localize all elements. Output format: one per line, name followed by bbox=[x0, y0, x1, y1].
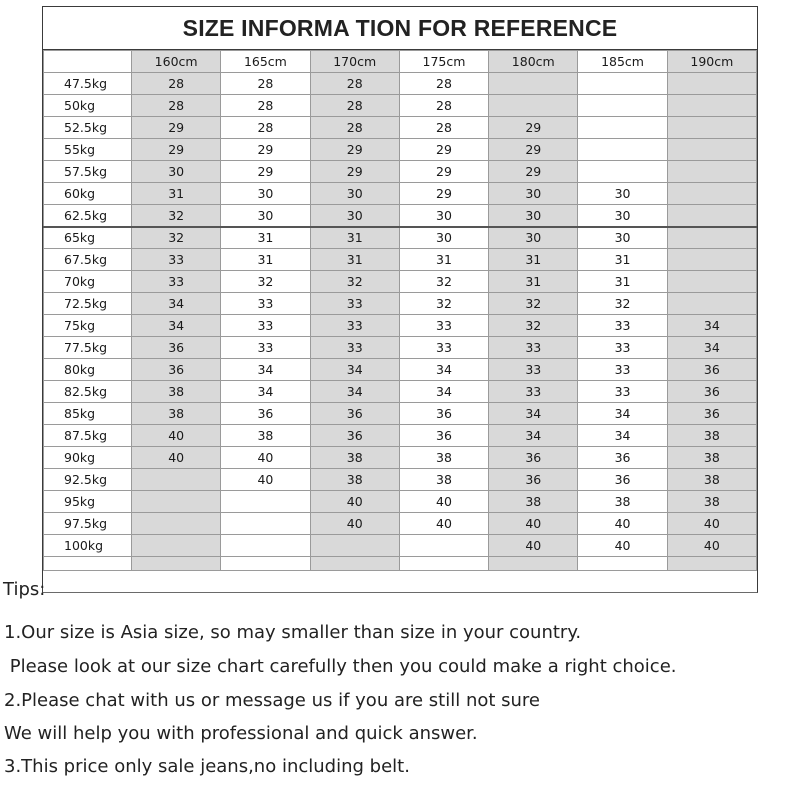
size-cell: 33 bbox=[399, 315, 488, 337]
size-cell: 32 bbox=[578, 293, 667, 315]
table-row bbox=[44, 381, 757, 403]
size-cell: 32 bbox=[489, 315, 578, 337]
spacer-row bbox=[44, 557, 757, 571]
size-cell: 34 bbox=[489, 403, 578, 425]
size-cell: 38 bbox=[578, 491, 667, 513]
tips-label: Tips: bbox=[3, 579, 46, 600]
size-cell bbox=[489, 95, 578, 117]
size-cell: 31 bbox=[489, 249, 578, 271]
size-cell: 30 bbox=[489, 227, 578, 249]
size-cell: 38 bbox=[132, 381, 221, 403]
size-cell: 29 bbox=[399, 139, 488, 161]
size-cell: 34 bbox=[399, 381, 488, 403]
table-row bbox=[44, 73, 757, 95]
size-cell: 33 bbox=[310, 293, 399, 315]
weight-label: 55kg bbox=[44, 139, 132, 161]
table-row bbox=[44, 359, 757, 381]
table-row bbox=[44, 535, 757, 557]
size-cell: 28 bbox=[221, 73, 310, 95]
size-cell: 31 bbox=[399, 249, 488, 271]
size-cell: 38 bbox=[667, 469, 756, 491]
size-cell: 28 bbox=[310, 117, 399, 139]
size-cell: 34 bbox=[132, 293, 221, 315]
size-cell: 36 bbox=[489, 447, 578, 469]
size-cell: 40 bbox=[578, 535, 667, 557]
table-row bbox=[44, 403, 757, 425]
height-header-180cm: 180cm bbox=[489, 51, 578, 73]
tip-line-4: We will help you with professional and quick answer. bbox=[4, 723, 478, 744]
size-cell: 34 bbox=[399, 359, 488, 381]
spacer-cell bbox=[489, 557, 578, 571]
size-cell: 30 bbox=[310, 205, 399, 227]
table-row bbox=[44, 337, 757, 359]
tip-line-1: 1.Our size is Asia size, so may smaller than size in your country. bbox=[4, 622, 582, 643]
table-row bbox=[44, 161, 757, 183]
size-cell: 40 bbox=[132, 447, 221, 469]
weight-label: 75kg bbox=[44, 315, 132, 337]
size-cell: 33 bbox=[310, 315, 399, 337]
weight-label: 52.5kg bbox=[44, 117, 132, 139]
size-cell: 38 bbox=[667, 491, 756, 513]
size-cell: 30 bbox=[132, 161, 221, 183]
size-cell: 34 bbox=[310, 381, 399, 403]
size-cell bbox=[667, 183, 756, 205]
size-cell: 40 bbox=[667, 513, 756, 535]
size-cell bbox=[667, 117, 756, 139]
size-cell: 33 bbox=[578, 315, 667, 337]
size-cell: 30 bbox=[399, 205, 488, 227]
table-row bbox=[44, 315, 757, 337]
size-cell bbox=[221, 535, 310, 557]
size-cell: 40 bbox=[310, 491, 399, 513]
size-cell bbox=[578, 95, 667, 117]
spacer-cell bbox=[399, 557, 488, 571]
size-cell: 34 bbox=[132, 315, 221, 337]
table-row bbox=[44, 117, 757, 139]
table-row bbox=[44, 513, 757, 535]
size-cell: 40 bbox=[399, 513, 488, 535]
table-row bbox=[44, 447, 757, 469]
tip-line-5: 3.This price only sale jeans,no including belt. bbox=[4, 756, 410, 777]
size-cell: 28 bbox=[132, 73, 221, 95]
size-cell: 36 bbox=[221, 403, 310, 425]
size-cell: 33 bbox=[399, 337, 488, 359]
size-cell: 29 bbox=[221, 139, 310, 161]
size-cell: 28 bbox=[399, 73, 488, 95]
size-cell: 29 bbox=[310, 161, 399, 183]
corner-cell bbox=[44, 51, 132, 73]
size-cell: 34 bbox=[578, 403, 667, 425]
size-cell bbox=[578, 117, 667, 139]
size-cell: 38 bbox=[132, 403, 221, 425]
size-cell: 33 bbox=[489, 337, 578, 359]
size-cell: 36 bbox=[578, 469, 667, 491]
size-cell bbox=[667, 293, 756, 315]
size-cell: 30 bbox=[489, 183, 578, 205]
spacer-cell bbox=[132, 557, 221, 571]
size-cell: 29 bbox=[399, 183, 488, 205]
size-cell: 32 bbox=[310, 271, 399, 293]
size-cell: 30 bbox=[221, 205, 310, 227]
size-cell: 38 bbox=[221, 425, 310, 447]
size-cell: 33 bbox=[221, 293, 310, 315]
table-row bbox=[44, 183, 757, 205]
table-row bbox=[44, 249, 757, 271]
size-cell: 38 bbox=[667, 447, 756, 469]
size-cell bbox=[578, 161, 667, 183]
size-cell: 40 bbox=[399, 491, 488, 513]
size-cell bbox=[489, 73, 578, 95]
weight-label: 72.5kg bbox=[44, 293, 132, 315]
size-cell: 28 bbox=[221, 95, 310, 117]
size-cell bbox=[667, 205, 756, 227]
weight-label: 95kg bbox=[44, 491, 132, 513]
size-cell: 33 bbox=[489, 359, 578, 381]
size-cell: 34 bbox=[578, 425, 667, 447]
weight-label: 90kg bbox=[44, 447, 132, 469]
size-cell bbox=[578, 73, 667, 95]
weight-label: 60kg bbox=[44, 183, 132, 205]
spacer-cell bbox=[310, 557, 399, 571]
size-cell: 29 bbox=[221, 161, 310, 183]
size-cell bbox=[132, 491, 221, 513]
size-cell: 36 bbox=[578, 447, 667, 469]
size-cell: 34 bbox=[667, 337, 756, 359]
height-header-185cm: 185cm bbox=[578, 51, 667, 73]
size-cell: 31 bbox=[310, 249, 399, 271]
weight-label: 62.5kg bbox=[44, 205, 132, 227]
size-cell: 36 bbox=[489, 469, 578, 491]
tip-line-2: Please look at our size chart carefully then you could make a right choice. bbox=[4, 656, 677, 677]
table-row bbox=[44, 293, 757, 315]
size-cell: 33 bbox=[578, 337, 667, 359]
size-cell: 30 bbox=[578, 183, 667, 205]
size-cell: 36 bbox=[310, 425, 399, 447]
size-cell bbox=[221, 491, 310, 513]
weight-label: 82.5kg bbox=[44, 381, 132, 403]
size-cell: 31 bbox=[578, 271, 667, 293]
size-cell: 30 bbox=[578, 227, 667, 249]
table-row bbox=[44, 227, 757, 249]
size-cell: 29 bbox=[489, 139, 578, 161]
spacer-cell bbox=[44, 557, 132, 571]
size-cell bbox=[667, 249, 756, 271]
size-cell: 36 bbox=[399, 403, 488, 425]
size-cell bbox=[667, 95, 756, 117]
size-cell bbox=[132, 469, 221, 491]
size-cell bbox=[667, 227, 756, 249]
size-cell bbox=[399, 535, 488, 557]
size-cell: 40 bbox=[489, 513, 578, 535]
size-cell: 32 bbox=[221, 271, 310, 293]
size-cell: 28 bbox=[399, 117, 488, 139]
size-table bbox=[43, 50, 757, 571]
size-cell: 31 bbox=[221, 227, 310, 249]
size-cell: 30 bbox=[221, 183, 310, 205]
spacer-cell bbox=[221, 557, 310, 571]
height-header-175cm: 175cm bbox=[399, 51, 488, 73]
size-cell bbox=[132, 513, 221, 535]
size-cell: 30 bbox=[578, 205, 667, 227]
height-header-190cm: 190cm bbox=[667, 51, 756, 73]
height-header-165cm: 165cm bbox=[221, 51, 310, 73]
weight-label: 47.5kg bbox=[44, 73, 132, 95]
size-cell: 40 bbox=[489, 535, 578, 557]
size-cell: 33 bbox=[132, 249, 221, 271]
size-cell: 38 bbox=[399, 447, 488, 469]
weight-label: 77.5kg bbox=[44, 337, 132, 359]
size-cell: 36 bbox=[667, 359, 756, 381]
table-row bbox=[44, 139, 757, 161]
size-cell: 28 bbox=[399, 95, 488, 117]
size-cell: 40 bbox=[667, 535, 756, 557]
height-header-170cm: 170cm bbox=[310, 51, 399, 73]
table-row bbox=[44, 425, 757, 447]
height-header-160cm: 160cm bbox=[132, 51, 221, 73]
size-cell: 33 bbox=[578, 381, 667, 403]
size-cell: 31 bbox=[221, 249, 310, 271]
size-cell: 29 bbox=[489, 117, 578, 139]
size-cell: 29 bbox=[132, 117, 221, 139]
size-cell: 32 bbox=[132, 227, 221, 249]
weight-label: 100kg bbox=[44, 535, 132, 557]
weight-label: 57.5kg bbox=[44, 161, 132, 183]
size-cell: 36 bbox=[132, 359, 221, 381]
size-cell: 30 bbox=[310, 183, 399, 205]
size-cell: 31 bbox=[578, 249, 667, 271]
size-cell: 28 bbox=[221, 117, 310, 139]
table-row bbox=[44, 469, 757, 491]
size-cell: 33 bbox=[578, 359, 667, 381]
size-cell: 29 bbox=[132, 139, 221, 161]
weight-label: 80kg bbox=[44, 359, 132, 381]
weight-label: 70kg bbox=[44, 271, 132, 293]
size-cell: 33 bbox=[221, 337, 310, 359]
size-cell: 40 bbox=[221, 469, 310, 491]
weight-label: 87.5kg bbox=[44, 425, 132, 447]
size-cell: 33 bbox=[310, 337, 399, 359]
weight-label: 50kg bbox=[44, 95, 132, 117]
size-cell: 31 bbox=[132, 183, 221, 205]
size-cell: 30 bbox=[489, 205, 578, 227]
table-row bbox=[44, 95, 757, 117]
size-cell: 31 bbox=[489, 271, 578, 293]
size-cell: 32 bbox=[399, 271, 488, 293]
weight-label: 85kg bbox=[44, 403, 132, 425]
size-cell: 29 bbox=[399, 161, 488, 183]
size-cell: 40 bbox=[132, 425, 221, 447]
size-cell: 34 bbox=[667, 315, 756, 337]
size-cell: 29 bbox=[310, 139, 399, 161]
tip-line-3: 2.Please chat with us or message us if you are still not sure bbox=[4, 690, 541, 711]
size-cell: 34 bbox=[221, 359, 310, 381]
size-cell: 38 bbox=[489, 491, 578, 513]
size-cell: 28 bbox=[132, 95, 221, 117]
chart-title: SIZE INFORMA TION FOR REFERENCE bbox=[43, 7, 757, 50]
size-cell bbox=[310, 535, 399, 557]
table-row bbox=[44, 491, 757, 513]
size-cell: 38 bbox=[310, 469, 399, 491]
size-cell: 32 bbox=[132, 205, 221, 227]
size-cell: 33 bbox=[489, 381, 578, 403]
size-cell: 28 bbox=[310, 95, 399, 117]
weight-label: 92.5kg bbox=[44, 469, 132, 491]
size-cell: 32 bbox=[489, 293, 578, 315]
size-cell bbox=[667, 73, 756, 95]
spacer-cell bbox=[578, 557, 667, 571]
size-cell: 34 bbox=[310, 359, 399, 381]
size-cell: 34 bbox=[489, 425, 578, 447]
size-cell: 36 bbox=[310, 403, 399, 425]
size-cell bbox=[221, 513, 310, 535]
size-cell bbox=[667, 139, 756, 161]
size-cell: 40 bbox=[221, 447, 310, 469]
size-cell: 38 bbox=[667, 425, 756, 447]
weight-label: 65kg bbox=[44, 227, 132, 249]
size-cell: 40 bbox=[578, 513, 667, 535]
spacer-cell bbox=[667, 557, 756, 571]
size-cell: 32 bbox=[399, 293, 488, 315]
size-cell: 36 bbox=[667, 381, 756, 403]
size-cell: 36 bbox=[399, 425, 488, 447]
size-cell: 38 bbox=[310, 447, 399, 469]
size-cell: 34 bbox=[221, 381, 310, 403]
size-cell: 36 bbox=[132, 337, 221, 359]
size-cell: 30 bbox=[399, 227, 488, 249]
size-chart bbox=[42, 6, 758, 593]
size-cell: 33 bbox=[221, 315, 310, 337]
size-cell bbox=[578, 139, 667, 161]
size-cell: 36 bbox=[667, 403, 756, 425]
height-header-row bbox=[44, 51, 757, 73]
size-cell: 29 bbox=[489, 161, 578, 183]
size-cell: 40 bbox=[310, 513, 399, 535]
size-cell bbox=[667, 271, 756, 293]
size-cell: 38 bbox=[399, 469, 488, 491]
size-cell: 33 bbox=[132, 271, 221, 293]
weight-label: 67.5kg bbox=[44, 249, 132, 271]
table-row bbox=[44, 271, 757, 293]
weight-label: 97.5kg bbox=[44, 513, 132, 535]
size-cell bbox=[667, 161, 756, 183]
size-cell: 28 bbox=[310, 73, 399, 95]
size-cell bbox=[132, 535, 221, 557]
size-cell: 31 bbox=[310, 227, 399, 249]
table-row bbox=[44, 205, 757, 227]
